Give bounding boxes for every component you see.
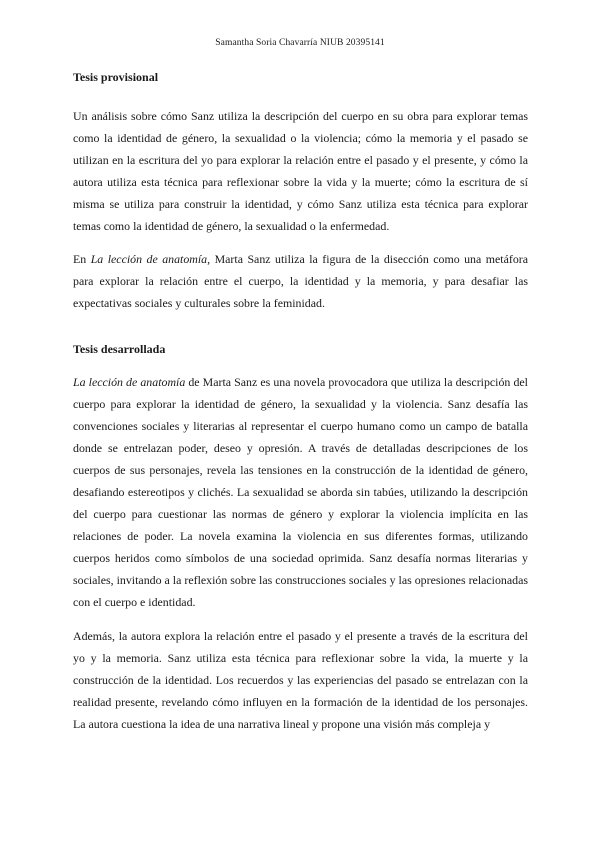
paragraph-developed-1 [73, 371, 528, 613]
section-heading-provisional: Tesis provisional [73, 70, 159, 84]
paragraph-developed-2: Además, la autora explora la relación entre el pasado y el presente a través de la escritura del yo y la memoria. Sanz utiliza esta técnica para reflexionar sobre la vida, la muerte y la construcción de la identidad. Los recuerdos y las experiencias del pasado se entrelazan con la realidad presente, revelando cómo influyen en la formación de la identidad de los personajes. La autora cuestiona la idea de una narrativa lineal y propone una visión más compleja y [73, 629, 528, 731]
section-heading-developed: Tesis desarrollada [73, 342, 166, 356]
book-title-italic: La lección de anatomía [73, 375, 186, 389]
page-header: Samantha Soria Chavarría NIUB 20395141 [215, 38, 385, 48]
paragraph-provisional-1: Un análisis sobre cómo Sanz utiliza la descripción del cuerpo en su obra para explorar temas como la identidad de género, la sexualidad o la violencia; cómo la memoria y el pasado se utilizan en la escritura del yo para explorar la relación entre el pasado y el presente, y cómo la autora utiliza esta técnica para reflexionar sobre la vida y la muerte; cómo la escritura de sí misma se utiliza para construir la identidad, y cómo Sanz utiliza esta técnica para explorar temas como la identidad de género, la sexualidad o la enfermedad. [73, 109, 528, 233]
paragraph-provisional-2 [73, 248, 528, 314]
paragraph-text: , Marta Sanz utiliza la figura de la disección como una metáfora para explorar la relación entre el cuerpo, la identidad y la memoria, y para desafiar las expectativas sociales y culturales sobre la feminidad. [73, 252, 529, 310]
page-body [73, 66, 528, 735]
paragraph-text: En [73, 252, 91, 266]
paragraph-text: de Marta Sanz es una novela provocadora que utiliza la descripción del cuerpo para explorar la identidad de género, la sexualidad y la violencia. Sanz desafía las convenciones sociales y literarias al representar el cuerpo humano como un campo de batalla donde se entrelazan poder, deseo y opresión. A través de detalladas descripciones de los cuerpos de sus personajes, revela las tensiones en la construcción de la identidad de género, desafiando estereotipos y clichés. La sexualidad se aborda sin tabúes, utilizando la descripción del cuerpo para cuestionar las normas de género y explorar la violencia implícita en las relaciones de poder. La novela examina la violencia en sus diferentes formas, utilizando cuerpos heridos como símbolos de una sociedad oprimida. Sanz desafía normas literarias y sociales, invitando a la reflexión sobre las construcciones sociales y las opresiones relacionadas con el cuerpo e identidad. [73, 375, 528, 609]
book-title-italic: La lección de anatomía [90, 252, 208, 266]
